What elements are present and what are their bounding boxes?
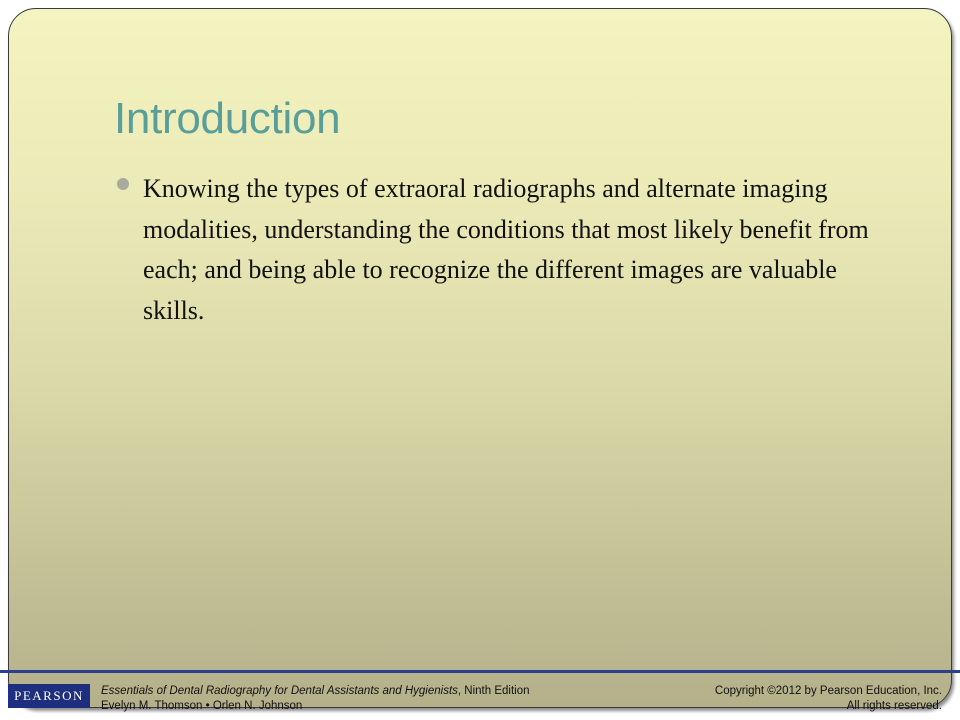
footer-copyright bbox=[715, 684, 942, 714]
book-authors: Evelyn M. Thomson • Orlen N. Johnson bbox=[101, 700, 303, 712]
copyright-text: Copyright ©2012 by Pearson Education, Inc. bbox=[714, 685, 942, 697]
slide-panel bbox=[8, 8, 952, 708]
pearson-logo bbox=[8, 684, 90, 708]
footer-divider bbox=[0, 670, 960, 673]
footer-book-info bbox=[101, 684, 530, 714]
bullet-list bbox=[114, 169, 874, 331]
slide-title: Introduction bbox=[114, 94, 341, 143]
book-title: Essentials of Dental Radiography for Dental Assistants and Hygienists bbox=[101, 685, 458, 697]
bullet-text: Knowing the types of extraoral radiographs and alternate imaging modalities, understanding the conditions that most likely benefit from each; and being able to recognize the different images are valuable skills. bbox=[143, 174, 869, 325]
rights-text: All rights reserved. bbox=[846, 700, 942, 712]
book-edition: , Ninth Edition bbox=[457, 685, 530, 697]
bullet-dot-icon bbox=[117, 178, 129, 190]
bullet-item bbox=[114, 169, 874, 331]
footer-book-line bbox=[101, 684, 530, 699]
pearson-logo-text: PEARSON bbox=[14, 688, 84, 703]
